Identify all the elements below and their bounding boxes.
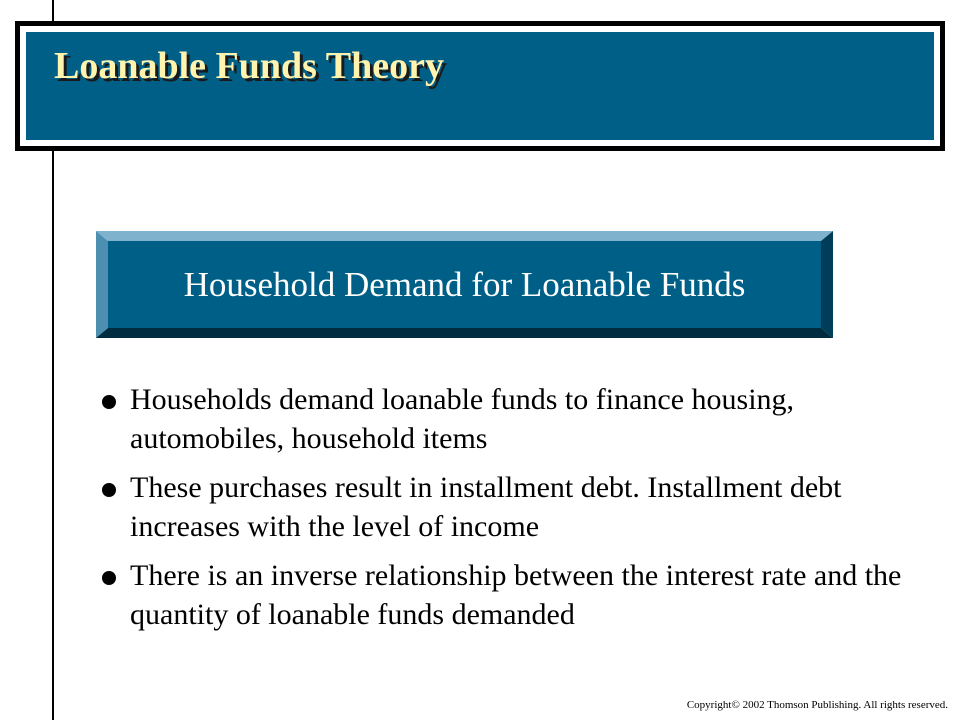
bullet-list xyxy=(100,380,920,644)
slide-subtitle: Household Demand for Loanable Funds xyxy=(183,264,746,304)
slide-title: Loanable Funds Theory xyxy=(54,45,444,87)
copyright-notice: Copyright© 2002 Thomson Publishing. All rights reserved. xyxy=(686,699,948,711)
bullet-text: There is an inverse relationship between the interest rate and the quantity of loanable funds demanded xyxy=(130,559,902,631)
bullet-item xyxy=(100,380,920,458)
bullet-text: These purchases result in installment debt. Installment debt increases with the level of income xyxy=(130,471,842,543)
bullet-item xyxy=(100,468,920,546)
bullet-item xyxy=(100,556,920,634)
bullet-dot-icon xyxy=(102,395,116,409)
bullet-text: Households demand loanable funds to finance housing, automobiles, household items xyxy=(130,383,795,455)
bullet-dot-icon xyxy=(102,483,116,497)
bullet-dot-icon xyxy=(102,571,116,585)
